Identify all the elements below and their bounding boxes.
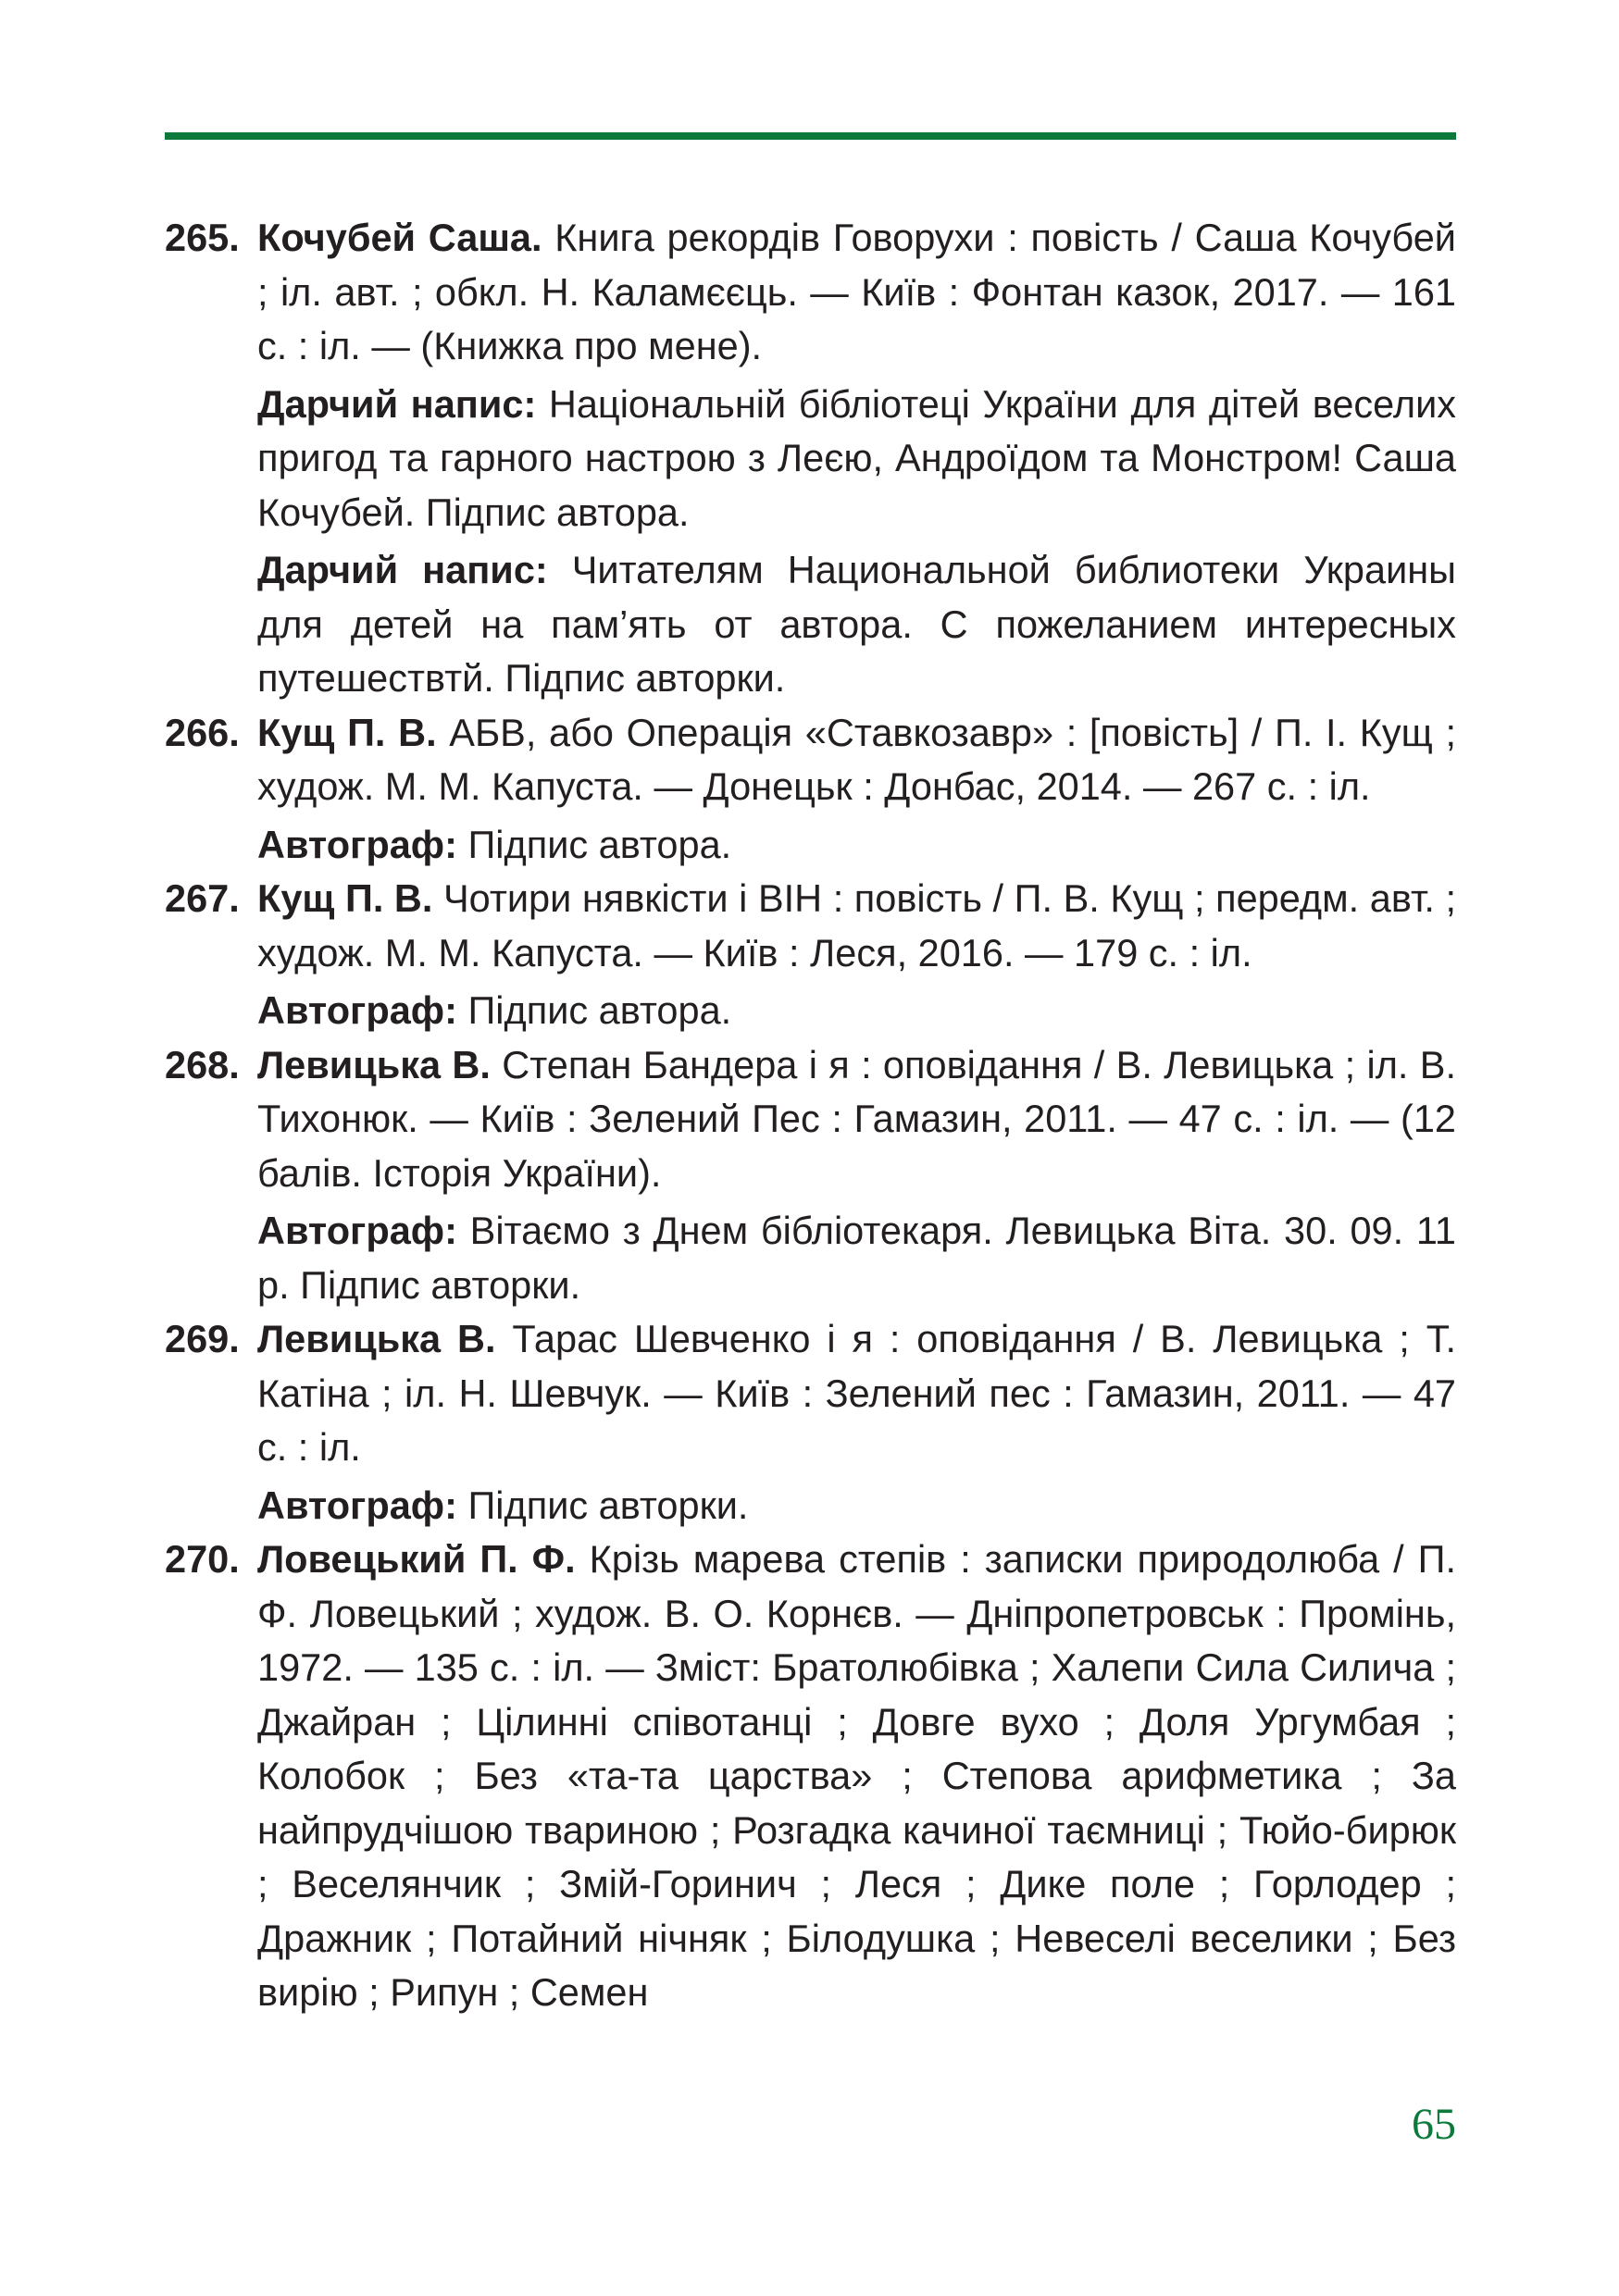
note-text: Підпис авторки. — [456, 1483, 749, 1527]
entry-body: АБВ, або Операція «Ставкозавр» : [повість] / П. І. Кущ ; худож. М. М. Капуста. — Донецьк : Донбас, 2014. — 267 с. : іл. — [257, 710, 1456, 808]
header-rule — [165, 132, 1456, 140]
entry-note — [257, 378, 1456, 540]
entry-note — [257, 543, 1456, 706]
note-label: Автограф: — [257, 1483, 457, 1527]
entry-body: Книга рекордів Говорухи : повість / Саша Кочубей ; іл. авт. ; обкл. Н. Каламєєць. — Київ : Фонтан казок, 2017. — 161 с. : іл. — (Книжка про мене). — [257, 216, 1456, 367]
note-text: Вітаємо з Днем бібліотекаря. Левицька Віта. 30. 09. 11 р. Підпис авторки. — [257, 1209, 1456, 1307]
note-text: Читателям Национальной библиотеки Украины для детей на пам’ять от автора. С пожеланием интересных путешествтй. Підпис авторки. — [257, 548, 1456, 700]
entry-author: Кущ П. В. — [257, 710, 437, 754]
entry-number: 270. — [165, 1537, 240, 1581]
note-label: Автограф: — [257, 1209, 457, 1252]
note-label: Дарчий напис: — [257, 381, 537, 426]
note-label: Дарчий напис: — [257, 548, 548, 591]
entry-author: Левицька В. — [257, 1317, 496, 1360]
entry-note — [257, 984, 1456, 1038]
bibliography-entry — [165, 1038, 1456, 1313]
entry-number: 267. — [165, 876, 240, 920]
page-number: 65 — [1412, 2100, 1456, 2149]
entry-body: Крізь марева степів : записки природолюба / П. Ф. Ловецький ; худож. В. О. Корнєв. — Дніпропетровськ : Промінь, 1972. — 135 с. : іл. — Зміст: Братолюбівка ; Халепи Сила Силича ; Джайран ; Цілинні співотанці ; Довге вухо ; Доля Ургумбая ; Колобок ; Без «та-та царства» ; Степова арифметика ; За найпрудчішою твариною ; Розгадка качиної таємниці ; Тюйо-бирюк ; Веселянчик ; Змій-Горинич ; Леся ; Дике поле ; Горлодер ; Дражник ; Потайний нічняк ; Білодушка ; Невеселі веселики ; Без вирію ; Рипун ; Семен — [257, 1537, 1457, 2014]
entry-author: Кочубей Саша. — [257, 216, 542, 259]
entry-description — [257, 216, 1456, 367]
entry-note — [257, 1479, 1456, 1533]
entry-description — [257, 876, 1456, 974]
entry-number: 269. — [165, 1317, 240, 1360]
bibliography-entry — [165, 1312, 1456, 1533]
entry-number: 268. — [165, 1042, 240, 1086]
entry-description — [257, 1317, 1456, 1469]
entry-description — [257, 1537, 1456, 2014]
entry-body: Тарас Шевченко і я : оповідання / В. Левицька ; Т. Катіна ; іл. Н. Шевчук. — Київ : Зелений пес : Гамазин, 2011. — 47 с. : іл. — [257, 1317, 1456, 1469]
entry-body: Чотири нявкісти і ВІН : повість / П. В. Кущ ; передм. авт. ; худож. М. М. Капуста. — Київ : Леся, 2016. — 179 с. : іл. — [257, 876, 1456, 974]
bibliography-entry — [165, 211, 1456, 706]
bibliography-entry — [165, 1533, 1456, 2020]
note-label: Автограф: — [257, 988, 457, 1032]
entry-note — [257, 818, 1456, 873]
entry-author: Кущ П. В. — [257, 876, 433, 920]
entry-number: 265. — [165, 216, 240, 259]
entry-body: Степан Бандера і я : оповідання / В. Левицька ; іл. В. Тихонюк. — Київ : Зелений Пес : Гамазин, 2011. — 47 с. : іл. — (12 балів. Історія України). — [257, 1042, 1456, 1195]
entry-author: Левицька В. — [257, 1042, 491, 1086]
note-label: Автограф: — [257, 822, 457, 866]
entry-author: Ловецький П. Ф. — [257, 1537, 576, 1581]
note-text: Підпис автора. — [456, 988, 732, 1032]
bibliography-entry — [165, 706, 1456, 873]
bibliography-list — [165, 211, 1456, 2020]
entry-number: 266. — [165, 710, 240, 754]
note-text: Підпис автора. — [456, 822, 732, 866]
note-text: Національній бібліотеці України для дітей веселих пригод та гарного настрою з Леєю, Андроїдом та Монстром! Саша Кочубей. Підпис автора. — [257, 381, 1457, 534]
entry-description — [257, 1043, 1456, 1195]
entry-description — [257, 711, 1456, 809]
entry-note — [257, 1204, 1456, 1312]
bibliography-entry — [165, 872, 1456, 1038]
